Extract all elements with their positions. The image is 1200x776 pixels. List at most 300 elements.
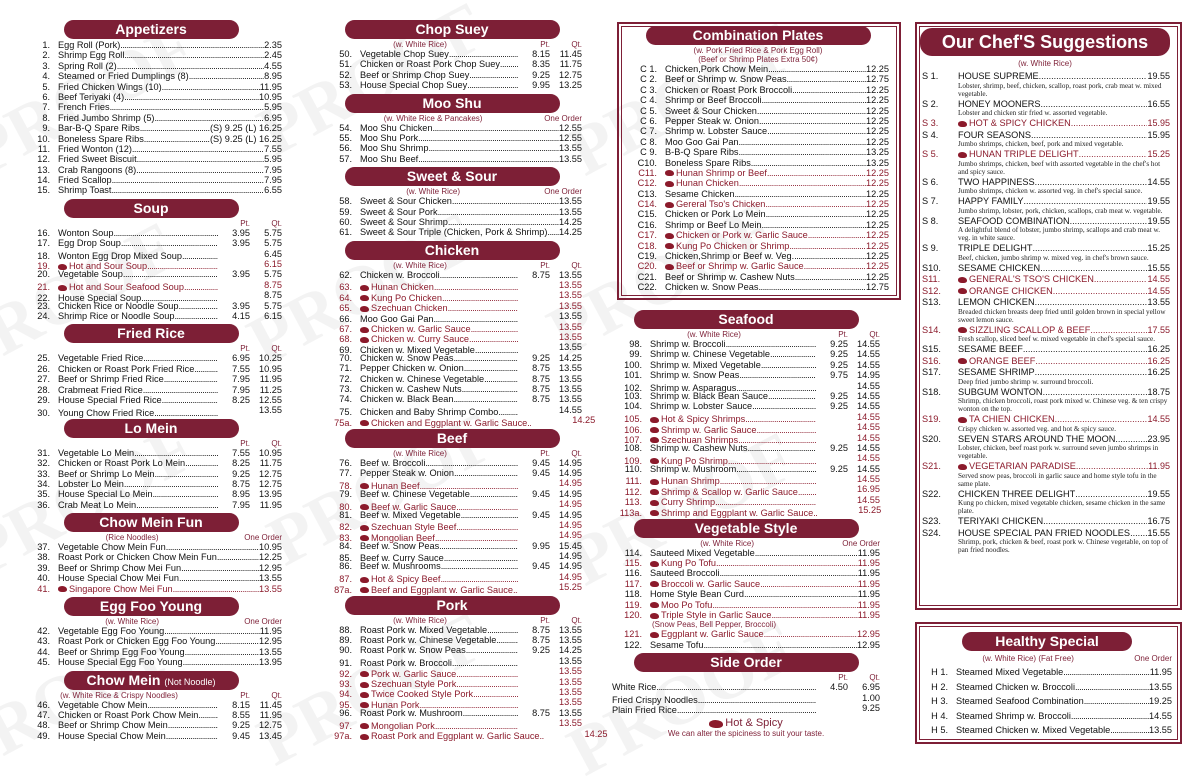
item-price: 11.95 — [857, 558, 880, 569]
hot-spicy-pepper-icon — [360, 577, 369, 583]
item-price: 11.95 — [1148, 461, 1170, 471]
leader-dots — [179, 301, 218, 311]
item-price: 11.95 — [857, 547, 880, 558]
leader-dots — [124, 50, 264, 60]
pint-price: 8.75 — [532, 269, 550, 280]
appetizers-section — [20, 20, 282, 196]
chef-suggestions — [920, 28, 1170, 556]
menu-item — [322, 718, 582, 731]
price-column-headers — [218, 219, 282, 228]
item-name-text: Young Chow Fried Rice — [58, 407, 155, 418]
item-name-text: House Special Chow Mein — [58, 730, 166, 741]
menu-item — [612, 370, 880, 380]
leader-dots — [1071, 119, 1148, 129]
item-name-text: Pepper Chicken w. Onion — [360, 363, 464, 374]
item-number: 34. — [37, 478, 50, 489]
menu-item — [20, 700, 282, 710]
item-price: 11.95 — [857, 578, 880, 589]
item-number: 90. — [339, 645, 352, 656]
quart-header: Qt. — [271, 690, 282, 700]
leader-dots — [136, 500, 218, 510]
menu-item — [20, 374, 282, 384]
chef-item — [920, 275, 1170, 285]
item-price: 16.25 — [1147, 367, 1170, 377]
pint-price: 9.25 — [232, 468, 250, 479]
menu-item — [322, 686, 582, 700]
hot-spicy-pepper-icon — [360, 671, 369, 677]
quart-price: 14.55 — [857, 422, 880, 433]
item-price: 11.95 — [259, 626, 282, 637]
soup-title — [64, 199, 239, 218]
item-number: 71. — [339, 363, 352, 374]
item-name-text: Curry Shrimp — [661, 497, 716, 508]
item-name — [58, 731, 166, 741]
item-price: 10.95 — [259, 542, 282, 553]
leader-dots — [461, 510, 518, 520]
item-number: C19. — [637, 251, 657, 262]
item-name-text: Kung Po Chicken or Shrimp — [676, 240, 790, 251]
menu-item — [322, 458, 582, 468]
item-number: S 6. — [922, 176, 939, 187]
item-name — [58, 408, 154, 418]
menu-item — [20, 279, 282, 293]
menu-item — [612, 640, 880, 650]
vegetable-section — [612, 519, 880, 651]
item-price: 12.25 — [866, 167, 889, 178]
quart-header: Qt. — [571, 615, 582, 625]
item-title-row — [958, 435, 1170, 445]
menu-item — [20, 248, 282, 262]
prices — [218, 731, 282, 741]
leader-dots — [760, 579, 858, 589]
menu-item — [20, 710, 282, 720]
hot-spicy-pepper-icon — [360, 306, 369, 312]
prices — [218, 249, 282, 259]
leader-dots — [1041, 100, 1148, 110]
item-number: C22. — [637, 282, 657, 293]
item-name-text: Fried Jumbo Shrimp (5) — [58, 112, 155, 123]
leader-dots — [1084, 694, 1149, 709]
item-number: S15. — [922, 344, 941, 354]
leader-dots — [147, 700, 218, 710]
menu-item — [612, 494, 880, 508]
hot-spicy-pepper-icon — [360, 734, 369, 740]
item-name — [360, 196, 452, 206]
menu-item — [627, 147, 889, 157]
item-price: 12.25 — [866, 251, 889, 262]
item-number: 121. — [624, 629, 642, 640]
item-name-text: Beef w. Mushrooms — [360, 561, 441, 572]
item-price: 12.25 — [866, 84, 889, 95]
item-name-text: Shrimp w. Garlic Sauce — [661, 424, 757, 435]
pint-price — [518, 322, 550, 332]
menu-item — [627, 189, 889, 199]
item-name-text: HUNAN TRIPLE DELIGHT — [969, 149, 1079, 159]
item-name-text: Egg Roll (Pork) — [58, 40, 121, 50]
item-number: C 6. — [640, 115, 657, 126]
item-number: 78. — [339, 480, 352, 491]
item-number: S20. — [922, 433, 941, 444]
menu-item — [612, 610, 880, 620]
item-name — [650, 414, 745, 424]
prices — [518, 458, 582, 468]
leader-dots — [217, 552, 259, 562]
item-name-text: Szechuan Style Beef — [371, 522, 457, 533]
pint-price: 4.50 — [830, 682, 848, 693]
prices — [816, 349, 880, 359]
quart-price: 11.75 — [259, 458, 282, 469]
item-title-row — [958, 178, 1170, 188]
prices — [518, 530, 582, 540]
quart-price: 13.55 — [559, 290, 582, 301]
item-number: 79. — [339, 488, 352, 499]
leader-dots — [143, 353, 218, 363]
menu-item — [612, 600, 880, 610]
item-price: 5.95 — [264, 154, 282, 165]
hot-spicy-pepper-icon — [665, 264, 674, 270]
item-name-text: Pepper Steak w. Onion — [360, 467, 454, 478]
item-name — [650, 589, 744, 599]
item-price: 14.25 — [559, 227, 582, 238]
item-name-text: Crab Meat Lo Mein — [58, 499, 137, 510]
item-name — [958, 517, 1043, 527]
pint-price: 8.15 — [232, 699, 250, 710]
item-name-text: Roast Pork and Eggplant w. Garlic Sauce — [371, 730, 540, 741]
item-name — [665, 137, 739, 147]
item-name — [360, 49, 449, 59]
subtitle-text: (Rice Noodles) — [105, 533, 159, 543]
quart-price: 16.95 — [857, 484, 880, 495]
item-name — [360, 708, 463, 718]
quart-price: 12.55 — [259, 394, 282, 405]
item-price: 12.55 — [559, 132, 582, 143]
item-price: 19.55 — [1147, 488, 1170, 499]
item-number: H 2. — [931, 681, 948, 692]
quart-price: 1.00 — [862, 692, 880, 703]
item-number: S22. — [922, 488, 941, 499]
chef-item — [920, 100, 1170, 118]
item-name-text: Chicken w. Black Bean — [360, 394, 454, 405]
item-name: Steamed Chicken w. Broccoli — [956, 681, 1075, 692]
item-name — [958, 178, 1035, 188]
quart-price: 13.55 — [559, 394, 582, 405]
item-name — [650, 497, 715, 507]
pint-price: 9.45 — [532, 457, 550, 468]
item-number: 105. — [624, 414, 642, 425]
item-name — [58, 552, 217, 562]
item-name — [360, 635, 496, 645]
subtitle-text: (w. White Rice) — [1018, 59, 1072, 68]
one-order-header: One Order — [1134, 654, 1172, 663]
item-number: H 4. — [931, 710, 948, 721]
item-title-row — [958, 357, 1170, 367]
item-name-text: Hunan Shrimp or Beef — [676, 167, 767, 178]
item-name-text: Moo Shu Pork — [360, 132, 419, 143]
item-number: S19. — [922, 414, 941, 424]
item-name — [58, 636, 215, 646]
price-column-headers — [218, 344, 282, 353]
menu-item — [20, 102, 282, 112]
menu-item — [20, 228, 282, 238]
item-title-row — [958, 415, 1170, 425]
leader-dots — [726, 339, 816, 349]
leader-dots — [448, 303, 518, 313]
leader-dots — [766, 209, 866, 219]
item-name-text: Shrimp w. Black Bean Sauce — [650, 390, 768, 401]
item-name — [58, 228, 114, 238]
quart-price: 14.95 — [857, 370, 880, 381]
item-number: S24. — [922, 527, 941, 538]
menu-item — [20, 573, 282, 583]
menu-item — [322, 510, 582, 520]
leader-dots — [764, 629, 857, 639]
item-price: 8.95 — [264, 71, 282, 82]
section-subheader — [612, 330, 880, 339]
menu-item — [322, 59, 582, 69]
item-number: 62. — [339, 269, 352, 280]
pint-header: Pt. — [240, 690, 250, 700]
quart-price: 14.25 — [572, 415, 596, 426]
item-number: 9. — [42, 123, 50, 134]
menu-item — [612, 411, 880, 425]
prices — [218, 290, 282, 300]
prices — [218, 405, 282, 415]
item-name — [360, 123, 433, 133]
leader-dots — [185, 458, 218, 468]
leader-dots — [677, 705, 816, 715]
item-price: 23.95 — [1147, 433, 1170, 444]
item-number: 119. — [624, 599, 642, 610]
menu-item — [627, 261, 889, 271]
leader-dots — [1130, 529, 1147, 539]
hot-spicy-pepper-icon — [650, 510, 659, 516]
leader-dots — [1035, 178, 1148, 188]
pint-price: 9.45 — [532, 488, 550, 499]
pint-price: 7.95 — [232, 499, 250, 510]
item-description: Kung po chicken, mixed vegetable chicken, sesame chicken in the same plate. — [958, 499, 1166, 515]
item-name-text: Chicken w. Snow Peas — [665, 282, 759, 293]
leader-dots — [471, 324, 518, 334]
section-subheader — [20, 219, 282, 228]
item-name — [665, 158, 751, 168]
item-price: 11.95 — [857, 589, 880, 600]
item-number: S 7. — [922, 196, 939, 206]
item-name-text: LEMON CHICKEN — [958, 297, 1035, 307]
item-price: 12.25 — [866, 64, 889, 74]
menu-item — [20, 61, 282, 71]
leader-dots — [1094, 275, 1148, 285]
item-number: C 5. — [640, 105, 657, 116]
quart-header: Qt. — [271, 344, 282, 354]
section-title-text: Vegetable Style — [694, 519, 798, 536]
menu-item — [612, 693, 880, 703]
item-number: 113a. — [619, 507, 642, 518]
item-number: 66. — [339, 313, 352, 324]
pint-price: 9.75 — [830, 370, 848, 381]
pint-price — [518, 551, 550, 561]
item-price: 13.55 — [259, 573, 282, 584]
item-number: S11. — [922, 274, 941, 284]
pint-price: 9.45 — [532, 561, 550, 572]
appetizers-title — [64, 20, 239, 39]
item-number: 69. — [339, 344, 352, 355]
item-name — [650, 360, 761, 370]
menu-item — [20, 563, 282, 573]
item-number: 30. — [37, 407, 50, 418]
prices — [218, 280, 282, 290]
item-name — [958, 462, 1076, 472]
leader-dots — [132, 144, 264, 154]
item-title-row — [958, 150, 1170, 160]
menu-item — [322, 666, 582, 679]
item-number: 106. — [624, 424, 642, 435]
pint-price: 8.25 — [232, 394, 250, 405]
item-price: 16.25 — [1147, 344, 1170, 354]
item-number: 6. — [42, 91, 50, 102]
item-name-text: Mongolian Beef — [371, 532, 435, 543]
leader-dots — [739, 178, 866, 188]
item-name-text: Shrimp Toast — [58, 185, 112, 196]
subtitle-text: (w. White Rice & Pancakes) — [383, 113, 483, 123]
item-price: 13.55 — [1149, 725, 1172, 735]
item-name-text: House Special Egg Foo Young — [58, 657, 183, 668]
item-number: 10. — [37, 133, 50, 144]
item-name: Steamed Seafood Combination — [956, 696, 1084, 706]
item-name — [360, 721, 435, 731]
item-name-text: Boneless Spare Ribs — [665, 157, 751, 168]
item-name — [58, 657, 183, 667]
item-name-text: Chicken Rice or Noodle Soup — [58, 300, 179, 311]
column-2 — [322, 20, 608, 742]
pint-price: 8.25 — [232, 458, 250, 469]
leader-dots — [498, 407, 518, 417]
menu-item — [20, 311, 282, 321]
item-price: 15.25 — [1147, 243, 1170, 253]
menu-item — [20, 50, 282, 60]
subtitle-text: (Beef or Shrimp Plates Extra 50¢) — [698, 55, 818, 64]
quart-price: 13.55 — [559, 686, 582, 697]
item-name — [650, 487, 798, 497]
pint-price — [518, 656, 550, 666]
item-name — [58, 469, 155, 479]
section-subheader — [322, 616, 582, 625]
menu-item — [322, 342, 582, 355]
item-price: 12.25 — [866, 261, 889, 272]
item-price: 12.25 — [866, 115, 889, 126]
item-name — [58, 282, 184, 292]
chef-item — [920, 345, 1170, 355]
item-name-text: Hunan Beef — [371, 480, 420, 491]
item-description: Jumbo shrimps, chicken, beef, pork and mixed vegetable. — [958, 140, 1124, 148]
item-price: 15.95 — [1147, 118, 1170, 128]
item-number: 50. — [339, 49, 352, 59]
item-number: S 3. — [922, 118, 939, 128]
hot-spicy-legend — [612, 717, 880, 729]
chef-item — [920, 368, 1170, 386]
leader-dots — [1110, 723, 1149, 738]
leader-dots — [794, 251, 866, 261]
quart-price: 6.45 — [264, 248, 282, 259]
leader-dots — [1040, 264, 1147, 274]
item-number: 18. — [37, 251, 50, 262]
quart-price: 8.75 — [264, 279, 282, 290]
hot-spicy-pepper-icon — [650, 427, 659, 433]
item-name — [360, 282, 434, 292]
item-number: S 9. — [922, 243, 939, 253]
leader-dots — [739, 147, 866, 157]
menu-item — [612, 464, 880, 474]
item-number: C 8. — [640, 136, 657, 147]
item-number: 53. — [339, 80, 352, 91]
item-name-text: Szechuan Chicken — [371, 303, 448, 314]
item-name-text: Shrimp w. Snow Peas — [650, 370, 740, 381]
item-name-text: Gereral Tso's Chicken — [676, 199, 766, 210]
pint-price: 9.25 — [532, 645, 550, 656]
prices — [218, 353, 282, 363]
item-price: 19.25 — [1149, 696, 1172, 706]
leader-dots — [767, 168, 866, 178]
item-name-text: Vegetable Chop Suey — [360, 49, 449, 59]
item-name — [958, 388, 1043, 398]
prices — [218, 259, 282, 269]
sweet-sour-section — [322, 167, 582, 238]
leader-dots — [452, 658, 518, 668]
item-name — [58, 489, 152, 499]
item-name — [58, 563, 181, 573]
menu-item — [322, 519, 582, 533]
item-price: 11.95 — [857, 599, 880, 610]
menu-item — [627, 199, 889, 209]
item-name-text: SESAME BEEF — [958, 344, 1023, 354]
prices — [518, 572, 582, 582]
item-name-text: Triple Style in Garlic Sauce — [661, 609, 772, 620]
seafood-title — [634, 310, 859, 329]
item-name-text: French Fries — [58, 102, 110, 113]
item-name-text: Shrimp or Beef Broccoli — [665, 95, 762, 106]
leader-dots — [469, 334, 518, 344]
item-name — [360, 374, 484, 384]
menu-item — [322, 697, 582, 710]
leader-dots — [789, 241, 866, 251]
menu-item — [20, 636, 282, 646]
item-description: Jumbo shrimps, chicken, beef with assorted vegetable in the chef's hot and spicy sauce. — [958, 159, 1161, 176]
pint-price: 9.25 — [830, 463, 848, 474]
item-name-text: Vegetable Chow Mein — [58, 699, 148, 710]
item-name — [58, 573, 179, 583]
item-name — [58, 154, 137, 164]
leader-dots — [755, 548, 858, 558]
item-name-text: HOUSE SUPREME — [958, 71, 1039, 81]
item-title-row — [958, 287, 1170, 297]
legend-label: Hot & Spicy — [725, 717, 783, 730]
leader-dots — [756, 425, 816, 435]
leader-dots — [434, 282, 518, 292]
prices — [817, 505, 881, 515]
item-name-text: ORANGE BEEF — [969, 355, 1036, 366]
leader-dots — [215, 636, 259, 646]
item-title-row — [958, 72, 1170, 82]
item-price: 11.95 — [857, 609, 880, 620]
item-number: C20. — [637, 261, 657, 272]
item-price: 19.55 — [1147, 196, 1170, 206]
quart-price: 5.75 — [264, 238, 282, 249]
item-number: 92. — [339, 668, 352, 679]
leader-dots — [734, 189, 866, 199]
item-name — [958, 298, 1035, 308]
hot-spicy-pepper-icon — [665, 170, 674, 176]
item-title-row — [958, 298, 1170, 308]
leader-dots — [136, 165, 264, 175]
